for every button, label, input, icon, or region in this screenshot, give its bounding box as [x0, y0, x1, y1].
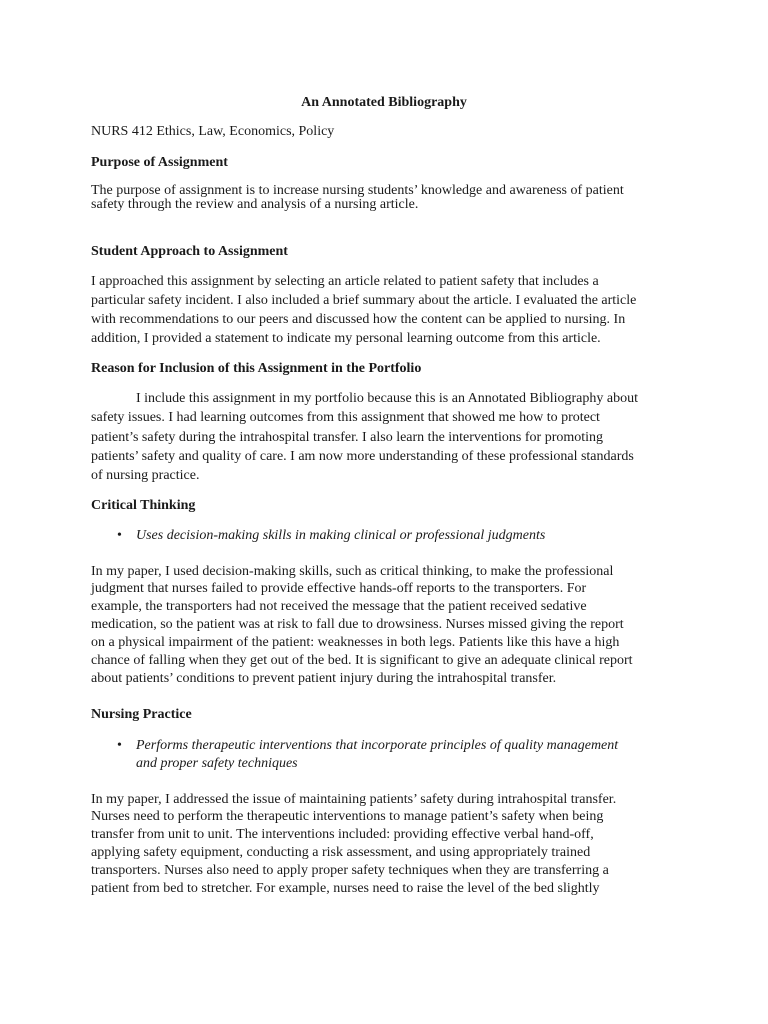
nursing-practice-line: In my paper, I addressed the issue of maintaining patients’ safety during intrahospital transfer. — [91, 792, 617, 807]
critical-thinking-line: example, the transporters had not received the message that the patient received sedative — [91, 599, 587, 614]
nursing-practice-line: transfer from unit to unit. The interventions included: providing effective verbal hand-off, — [91, 827, 594, 842]
nursing-practice-bullet: Performs therapeutic interventions that incorporate principles of quality management — [136, 738, 619, 753]
bullet-icon: • — [117, 738, 122, 753]
document-title: An Annotated Bibliography — [301, 95, 467, 110]
reason-heading: Reason for Inclusion of this Assignment in the Portfolio — [91, 361, 422, 376]
nursing-practice-bullet: and proper safety techniques — [136, 756, 298, 771]
critical-thinking-line: In my paper, I used decision-making skills, such as critical thinking, to make the professional — [91, 564, 614, 579]
bullet-icon: • — [117, 528, 122, 543]
course-line: NURS 412 Ethics, Law, Economics, Policy — [91, 124, 335, 139]
critical-thinking-line: chance of falling when they get out of the bed. It is significant to give an adequate clinical report — [91, 653, 633, 668]
reason-line: patient’s safety during the intrahospital transfer. I also learn the interventions for promoting — [91, 430, 604, 445]
purpose-heading: Purpose of Assignment — [91, 155, 228, 170]
nursing-practice-heading: Nursing Practice — [91, 707, 192, 722]
reason-line: safety issues. I had learning outcomes from this assignment that showed me how to protect — [91, 410, 600, 425]
nursing-practice-line: Nurses need to perform the therapeutic interventions to manage patient’s safety when being — [91, 809, 604, 824]
reason-line: of nursing practice. — [91, 468, 200, 483]
critical-thinking-line: medication, so the patient was at risk to fall due to drowsiness. Nurses missed giving the report — [91, 617, 624, 632]
approach-line: I approached this assignment by selecting an article related to patient safety that includes a — [91, 274, 599, 289]
purpose-line: safety through the review and analysis of a nursing article. — [91, 197, 419, 212]
approach-heading: Student Approach to Assignment — [91, 244, 288, 259]
critical-thinking-line: on a physical impairment of the patient: weaknesses in both legs. Patients like this have a high — [91, 635, 620, 650]
approach-line: addition, I provided a statement to indicate my personal learning outcome from this article. — [91, 331, 601, 346]
critical-thinking-line: about patients’ conditions to prevent patient injury during the intrahospital transfer. — [91, 671, 557, 686]
critical-thinking-line: judgment that nurses failed to provide effective hands-off reports to the transporters. For — [91, 581, 587, 596]
purpose-line: The purpose of assignment is to increase nursing students’ knowledge and awareness of patient — [91, 183, 624, 198]
critical-thinking-bullet: Uses decision-making skills in making clinical or professional judgments — [136, 528, 546, 543]
reason-line: patients’ safety and quality of care. I am now more understanding of these professional standards — [91, 449, 634, 464]
nursing-practice-line: transporters. Nurses also need to apply proper safety techniques when they are transferring a — [91, 863, 609, 878]
nursing-practice-line: patient from bed to stretcher. For example, nurses need to raise the level of the bed slightly — [91, 881, 600, 896]
approach-line: with recommendations to our peers and discussed how the content can be applied to nursing. In — [91, 312, 626, 327]
critical-thinking-heading: Critical Thinking — [91, 498, 196, 513]
reason-line: I include this assignment in my portfolio because this is an Annotated Bibliography about — [136, 391, 638, 406]
approach-line: particular safety incident. I also included a brief summary about the article. I evaluated the article — [91, 293, 637, 308]
nursing-practice-line: applying safety equipment, conducting a risk assessment, and using appropriately trained — [91, 845, 591, 860]
